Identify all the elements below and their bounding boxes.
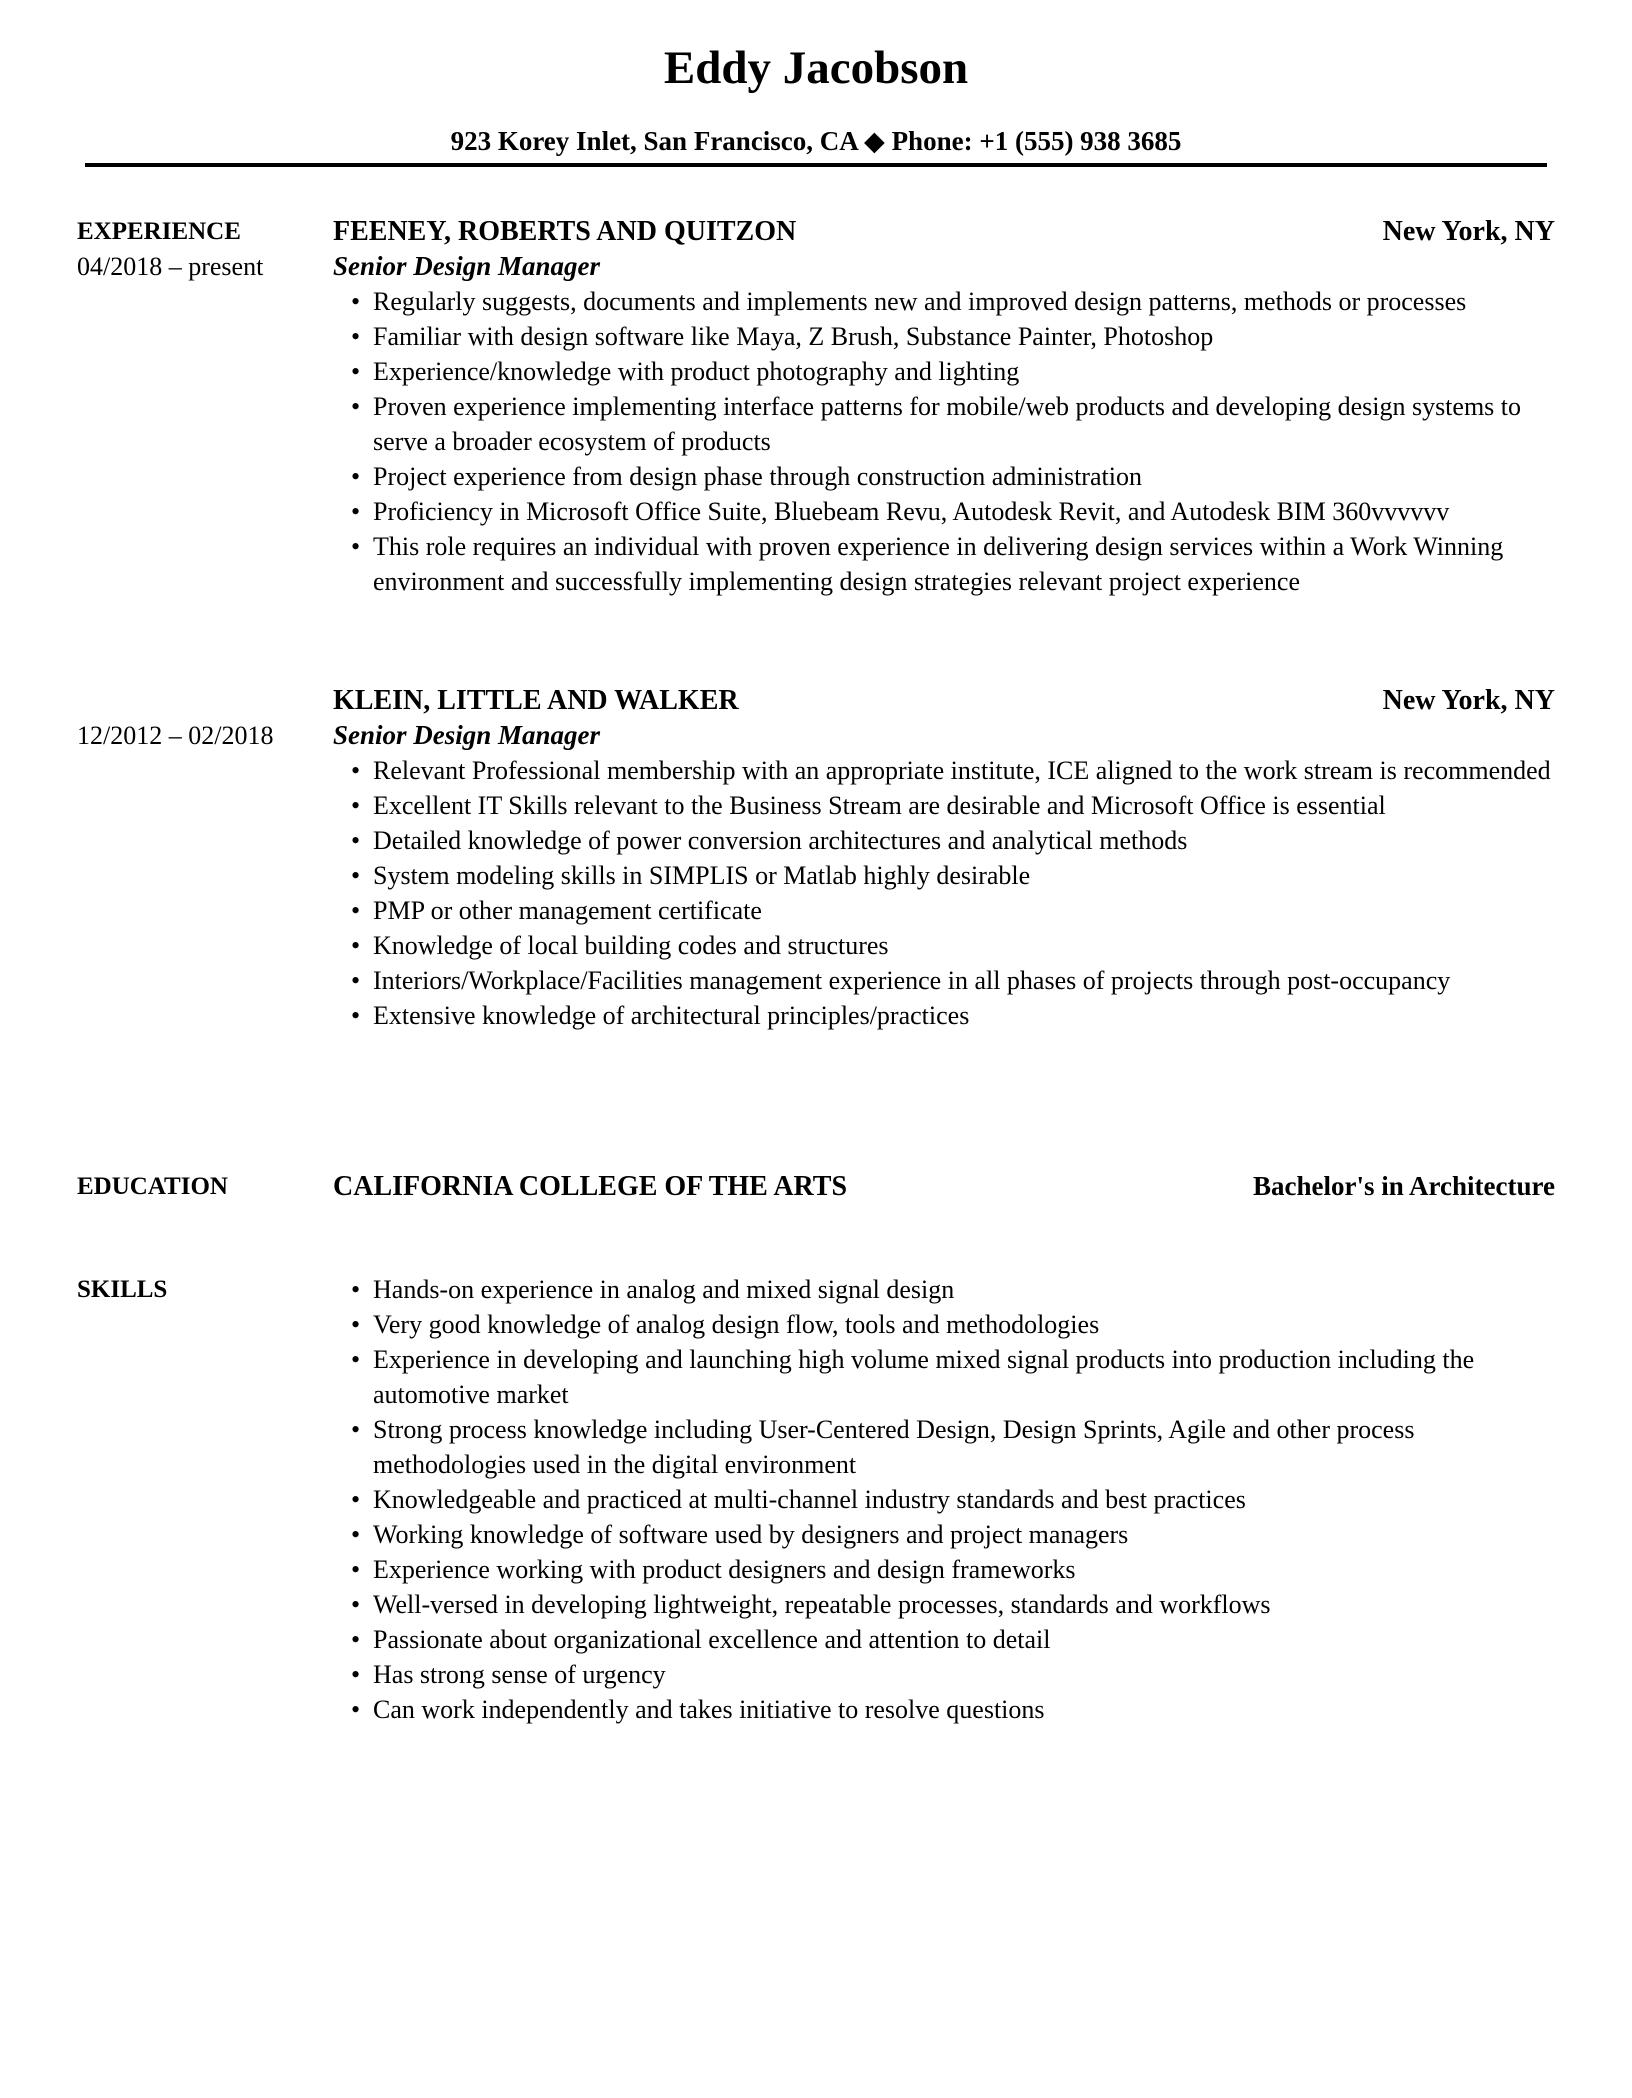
job-location: New York, NY xyxy=(1382,216,1555,247)
job-entry xyxy=(333,683,1555,1033)
resume-name: Eddy Jacobson xyxy=(663,42,969,94)
skill-item: • Well-versed in developing lightweight, repeatable processes, standards and workflows xyxy=(373,1587,1555,1622)
skill-item: • Strong process knowledge including User-Centered Design, Design Sprints, Agile and other process methodologies used in the digital environment xyxy=(373,1412,1555,1482)
section-label-skills: SKILLS xyxy=(77,1276,168,1303)
job-dates: 12/2012 – 02/2018 xyxy=(77,721,274,750)
header-divider xyxy=(85,163,1547,167)
bullet-item: • Relevant Professional membership with an appropriate institute, ICE aligned to the work stream is recommended xyxy=(373,753,1555,788)
job-title: Senior Design Manager xyxy=(333,720,601,750)
bullet-item: • Regularly suggests, documents and implements new and improved design patterns, methods or processes xyxy=(373,284,1555,319)
company-name: FEENEY, ROBERTS AND QUITZON xyxy=(333,216,797,247)
bullet-item: • Experience/knowledge with product photography and lighting xyxy=(373,354,1555,389)
job-location: New York, NY xyxy=(1382,685,1555,716)
skill-item: • Experience working with product designers and design frameworks xyxy=(373,1552,1555,1587)
skill-item: • Experience in developing and launching high volume mixed signal products into production including the automotive market xyxy=(373,1342,1555,1412)
school-name: CALIFORNIA COLLEGE OF THE ARTS xyxy=(333,1171,848,1202)
job-entry xyxy=(333,214,1555,599)
bullet-item: • This role requires an individual with proven experience in delivering design services within a Work Winning environment and successfully implementing design strategies relevant project experience xyxy=(373,529,1555,599)
contact-info: 923 Korey Inlet, San Francisco, CA ◆ Phone: +1 (555) 938 3685 xyxy=(450,126,1182,156)
skill-item: • Has strong sense of urgency xyxy=(373,1657,1555,1692)
skill-item: • Knowledgeable and practiced at multi-channel industry standards and best practices xyxy=(373,1482,1555,1517)
job-title: Senior Design Manager xyxy=(333,251,601,281)
company-name: KLEIN, LITTLE AND WALKER xyxy=(333,685,739,716)
bullet-item: • Detailed knowledge of power conversion architectures and analytical methods xyxy=(373,823,1555,858)
bullet-item: • Knowledge of local building codes and structures xyxy=(373,928,1555,963)
bullet-item: • Interiors/Workplace/Facilities management experience in all phases of projects through post-occupancy xyxy=(373,963,1555,998)
skill-item: • Working knowledge of software used by designers and project managers xyxy=(373,1517,1555,1552)
skill-item: • Very good knowledge of analog design flow, tools and methodologies xyxy=(373,1307,1555,1342)
education-entry xyxy=(333,1169,1555,1204)
bullet-item: • Project experience from design phase through construction administration xyxy=(373,459,1555,494)
job-header xyxy=(333,683,1555,718)
skills-list xyxy=(333,1272,1555,1727)
education-header xyxy=(333,1169,1555,1204)
bullet-item: • System modeling skills in SIMPLIS or Matlab highly desirable xyxy=(373,858,1555,893)
skill-item: • Passionate about organizational excellence and attention to detail xyxy=(373,1622,1555,1657)
bullet-item: • Proficiency in Microsoft Office Suite, Bluebeam Revu, Autodesk Revit, and Autodesk BIM 360vvvvvv xyxy=(373,494,1555,529)
degree: Bachelor's in Architecture xyxy=(1253,1171,1555,1201)
job-bullets xyxy=(333,284,1555,599)
bullet-item: • Excellent IT Skills relevant to the Business Stream are desirable and Microsoft Office is essential xyxy=(373,788,1555,823)
bullet-item: • Extensive knowledge of architectural principles/practices xyxy=(373,998,1555,1033)
job-dates: 04/2018 – present xyxy=(77,252,264,281)
bullet-item: • Proven experience implementing interface patterns for mobile/web products and developing design systems to serve a broader ecosystem of products xyxy=(373,389,1555,459)
skill-item: • Hands-on experience in analog and mixed signal design xyxy=(373,1272,1555,1307)
section-label-education: EDUCATION xyxy=(77,1173,228,1200)
bullet-item: • Familiar with design software like Maya, Z Brush, Substance Painter, Photoshop xyxy=(373,319,1555,354)
section-label-experience: EXPERIENCE xyxy=(77,218,241,245)
job-bullets xyxy=(333,753,1555,1033)
skill-item: • Can work independently and takes initiative to resolve questions xyxy=(373,1692,1555,1727)
bullet-item: • PMP or other management certificate xyxy=(373,893,1555,928)
skills-list-container xyxy=(333,1272,1555,1727)
job-header xyxy=(333,214,1555,249)
